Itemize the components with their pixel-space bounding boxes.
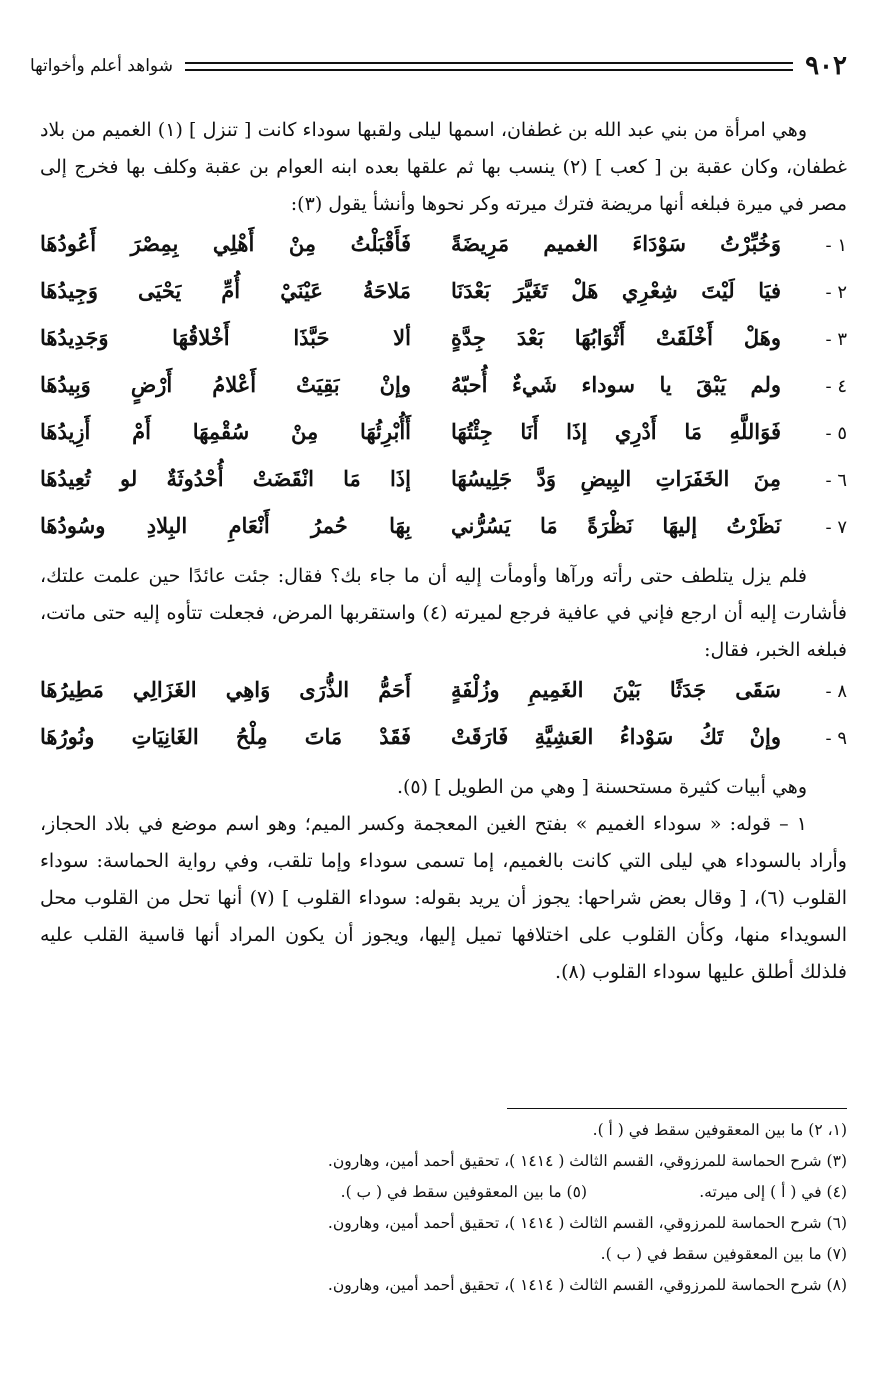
intro-paragraph: وهي امرأة من بني عبد الله بن غطفان، اسمها ليلى ولقبها سوداء كانت [ تنزل ] (١) الغميم من بلاد غطفان، وكان عقبة بن [ كعب ] (٢) ينسب بها ثم علقها بعده ابنه العوام بن عقبة وكلف بها فخرج إلى مصر في ميرة فبلغه أنها مريضة فترك ميرته وكر نحوها وأنشأ يقول (٣): (40, 119, 847, 215)
middle-paragraph: فلم يزل يتلطف حتى رأته ورآها وأومأت إليه أن ما جاء بك؟ فقال: جئت عائدًا حين علمت علتك، فأشارت إليه أن ارجع فإني في عافية فرجع لميرته (٤) واستقربها المرض، فجعلت تتأوه إليه حتى ماتت، فبلغه الخبر، فقال: (40, 565, 848, 661)
verse-first-hemistich: نَظَرْتُ إليهَا نَظْرَةً مَا يَسُرُّني (451, 513, 781, 538)
verse-first-hemistich: سَقَى جَدَثًا بَيْنَ الغَمِيمِ وزُلْفَةٍ (451, 677, 781, 702)
verse (40, 718, 847, 765)
main-text (40, 112, 847, 991)
footnote: (٥) ما بين المعقوفين سقط في ( ب ). (340, 1183, 587, 1201)
verse-first-hemistich: فَوَاللَّهِ مَا أَدْرِي إذَا أَنَا جِئْتُهَا (451, 419, 781, 444)
verse-number: ٣ - (825, 329, 847, 350)
verse-number: ١ - (825, 235, 847, 256)
footnote: (٧) ما بين المعقوفين سقط في ( ب ). (600, 1245, 847, 1263)
verse-second-hemistich: أَأُبْرِئُهَا مِنْ سُقْمِهَا أَمْ أَزِيدُهَا (40, 419, 411, 444)
verse-number: ٢ - (825, 282, 847, 303)
page-header (30, 44, 847, 88)
verse (40, 272, 847, 319)
verses-group-2 (40, 671, 847, 765)
footnote: (٦) شرح الحماسة للمرزوقي، القسم الثالث ( ١٤١٤ )، تحقيق أحمد أمين، وهارون. (327, 1214, 847, 1232)
footnote: (٤) في ( أ ) إلى ميرته. (699, 1183, 847, 1201)
footnote: (٨) شرح الحماسة للمرزوقي، القسم الثالث ( ١٤١٤ )، تحقيق أحمد أمين، وهارون. (327, 1276, 847, 1294)
verse-first-hemistich: وهَلْ أَخْلَقَتْ أَثْوَابُهَا بَعْدَ جِدَّةٍ (451, 325, 781, 350)
verse-second-hemistich: ألا حَبَّذَا أَخْلاقُهَا وَجَدِيدُهَا (40, 325, 411, 350)
verse (40, 507, 847, 554)
verses-group-1 (40, 225, 847, 554)
footnote: (١، ٢) ما بين المعقوفين سقط في ( أ ). (592, 1121, 847, 1139)
verse (40, 671, 847, 718)
verse-first-hemistich: ولم يَبْقَ يا سوداء شَيءٌ أُحبّهُ (451, 372, 781, 397)
verse-second-hemistich: أَحَمُّ الذُّرَى وَاهِي الغَزَالِي مَطِيرُهَا (40, 677, 411, 702)
verse-number: ٤ - (825, 376, 847, 397)
commentary-paragraph: ١ – قوله: « سوداء الغميم » بفتح الغين المعجمة وكسر الميم؛ وهو اسم موضع في بلاد الحجاز، وأراد بالسوداء هي ليلى التي كانت بالغميم، إما تسمى سوداء وإما تلقب، وفي رواية الحماسة: سوداء القلوب (٦)، [ وقال بعض شراحها: يجوز أن يريد بقوله: سوداء القلوب ] (٧) أنها تحل من القلوب محل السويداء منها، وكأن القلوب على اختلافها تميل إليها، ويجوز أن يكون المراد أنها قاسية القلب عليه فلذلك أطلق عليها سوداء القلوب (٨). (40, 813, 848, 983)
verse (40, 366, 847, 413)
verse-number: ٨ - (825, 681, 847, 702)
verse-second-hemistich: بِهَا حُمرُ أَنْعَامِ البِلادِ وسُودُهَا (40, 513, 411, 538)
verse (40, 225, 847, 272)
verse-second-hemistich: إذَا مَا انْقَضَتْ أُحْدُوثَةٌ لو تُعِيدُهَا (40, 466, 411, 491)
verse (40, 319, 847, 366)
verse-number: ٦ - (825, 470, 847, 491)
verse-second-hemistich: فَقَدْ مَاتَ مِلْحُ الغَانِيَاتِ ونُورُهَا (40, 724, 411, 749)
page-number: ٩٠٢ (805, 51, 847, 81)
footnotes (40, 1108, 847, 1301)
verse-first-hemistich: مِنَ الخَفَرَاتِ البِيضِ وَدَّ جَلِيسُهَا (451, 466, 781, 491)
running-title: شواهد أعلم وأخواتها (30, 56, 173, 76)
verse-number: ٩ - (825, 728, 847, 749)
verse-number: ٧ - (825, 517, 847, 538)
verse-second-hemistich: مَلاحَةُ عَيْنَيْ أُمِّ يَحْيَى وَجِيدُهَا (40, 278, 411, 303)
verse-second-hemistich: فَأَقْبَلْتُ مِنْ أَهْلِي بِمِصْرَ أَعُودُهَا (40, 231, 411, 256)
verse-first-hemistich: وإنْ تَكُ سَوْداءُ العَشِيَّةِ فَارَقَتْ (451, 724, 781, 749)
header-double-rule (185, 62, 793, 71)
footnote: (٣) شرح الحماسة للمرزوقي، القسم الثالث ( ١٤١٤ )، تحقيق أحمد أمين، وهارون. (327, 1152, 847, 1170)
verse-first-hemistich: فيَا لَيْتَ شِعْرِي هَلْ تَغَيَّرَ بَعْدَنَا (451, 278, 781, 303)
verse (40, 413, 847, 460)
verse-second-hemistich: وإنْ بَقِيَتْ أَعْلامُ أَرْضٍ وَبِيدُهَا (40, 372, 411, 397)
footnote-rule (507, 1108, 847, 1109)
footnote-row (40, 1177, 847, 1208)
closing-paragraph: وهي أبيات كثيرة مستحسنة [ وهي من الطويل ] (٥). (396, 776, 807, 798)
verse (40, 460, 847, 507)
verse-first-hemistich: وَخُبِّرْتُ سَوْدَاءَ الغميم مَرِيضَةً (451, 231, 781, 256)
verse-number: ٥ - (825, 423, 847, 444)
